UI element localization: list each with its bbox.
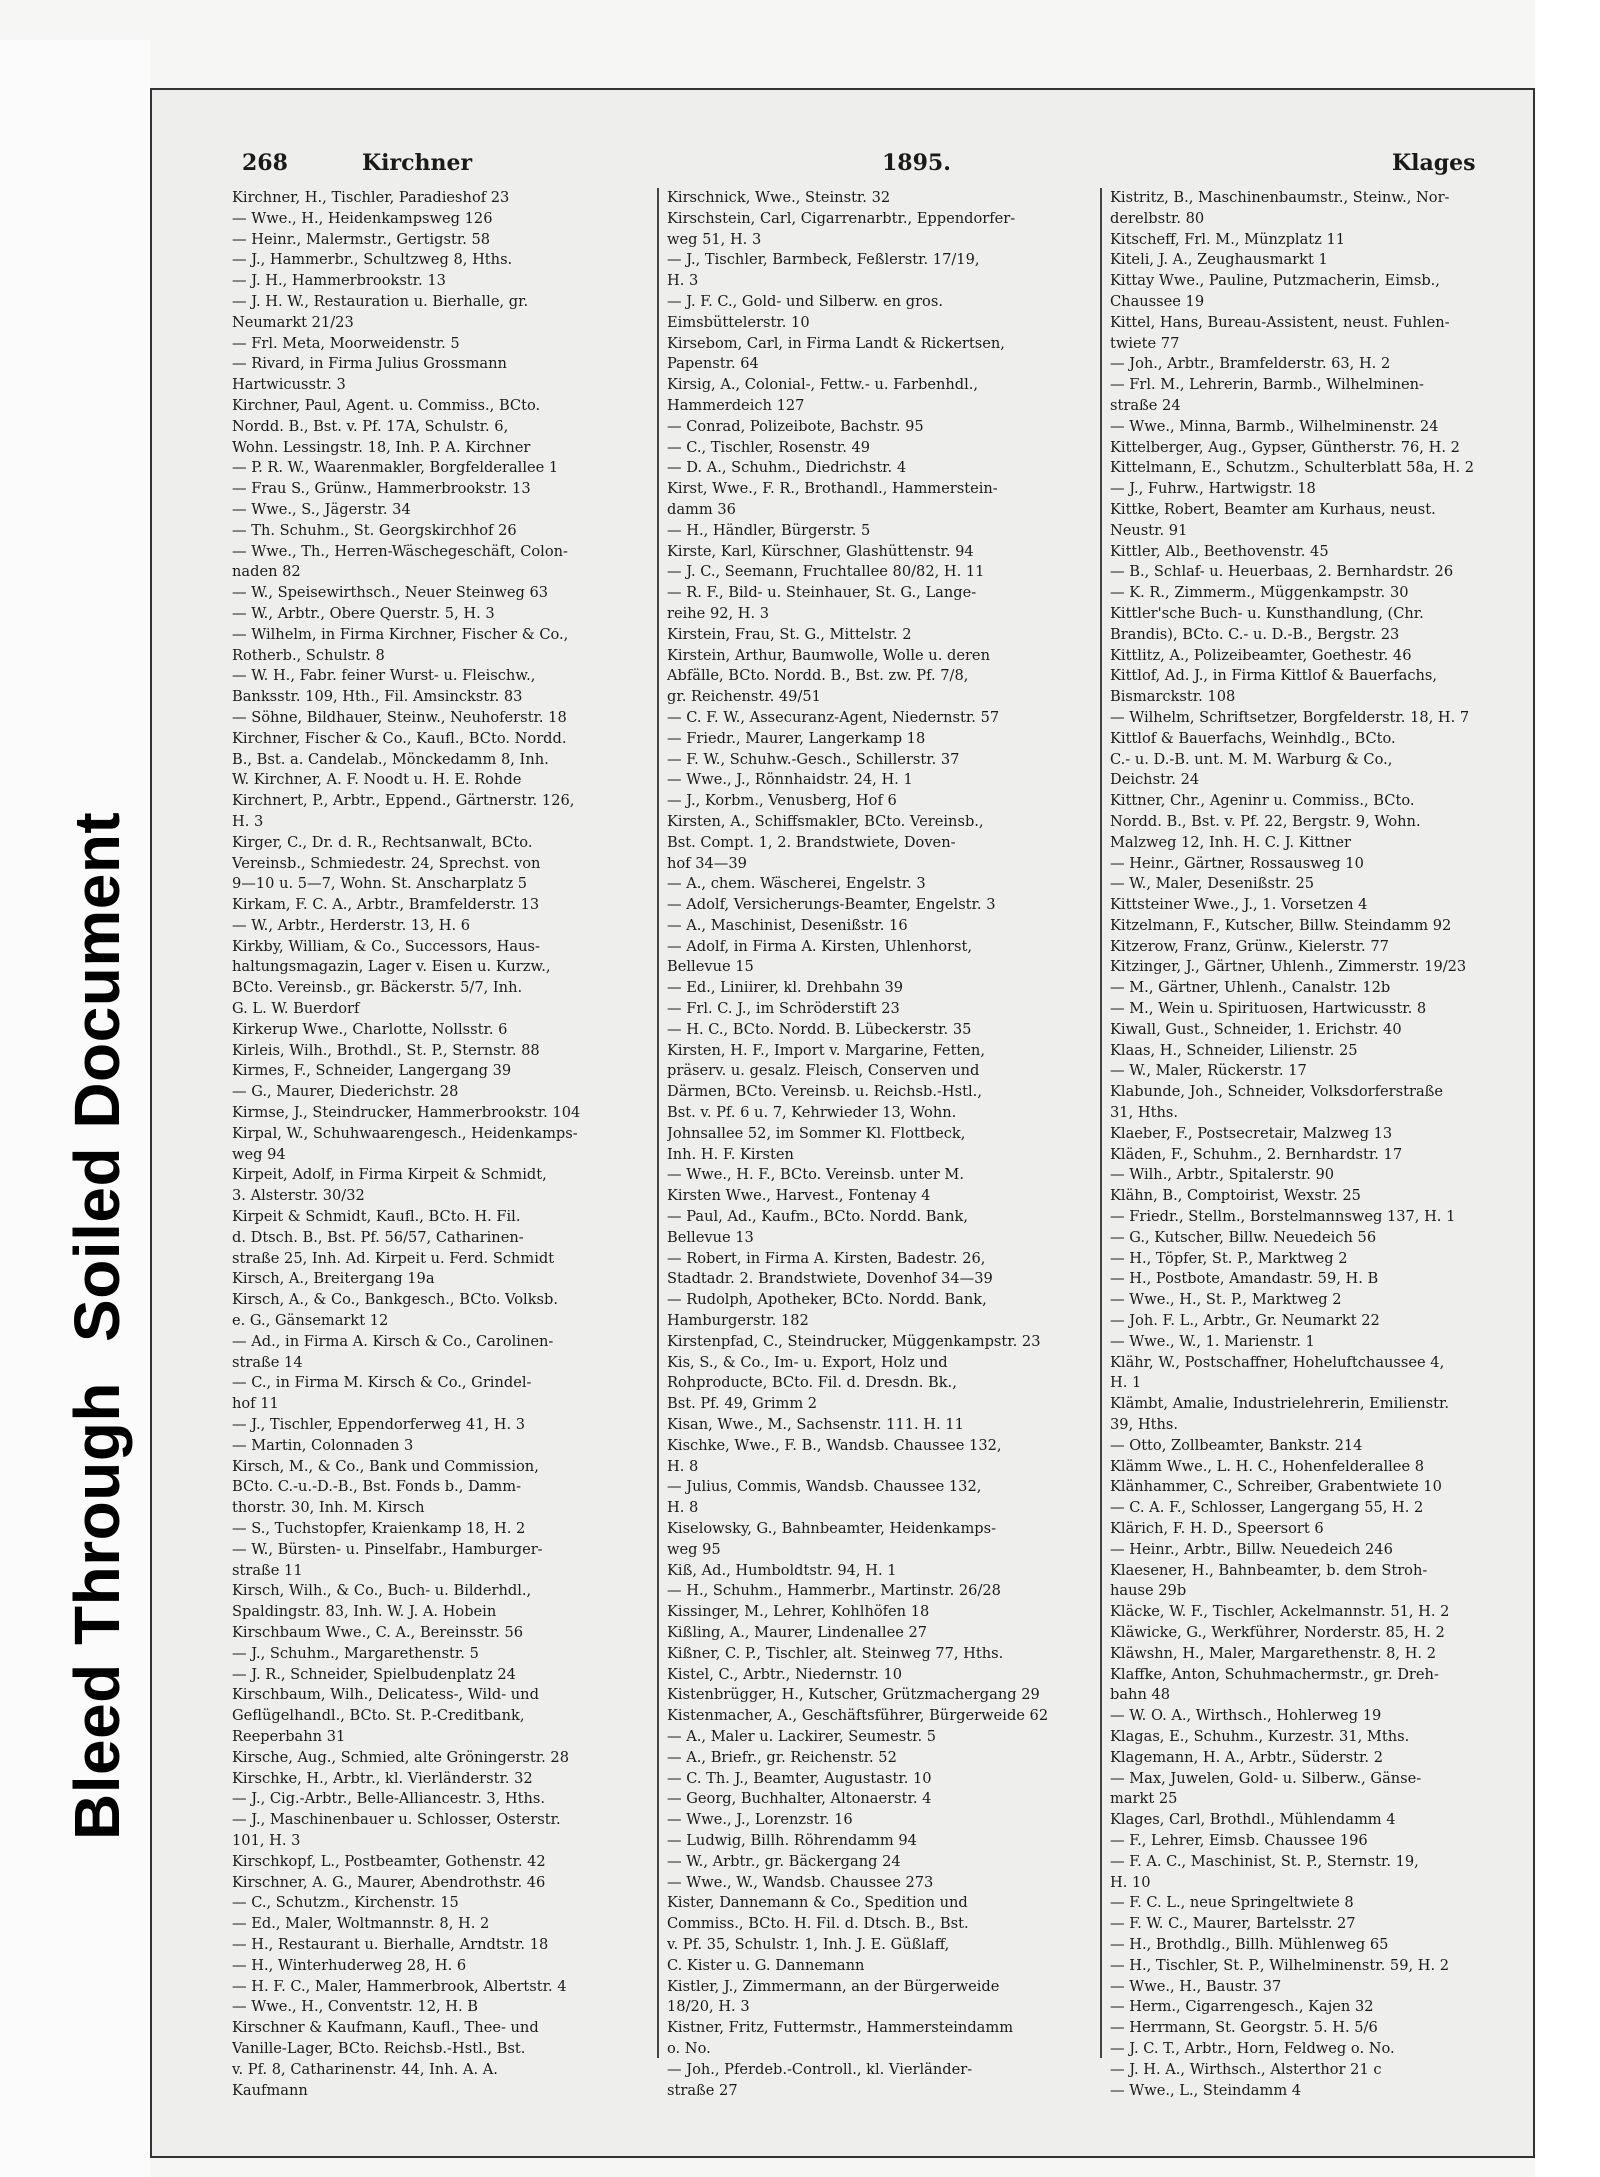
entry-line: 3. Alsterstr. 30/32 <box>232 1187 365 1205</box>
entry-line: — Heinr., Gärtner, Rossausweg 10 <box>1110 854 1364 872</box>
page-number: 268 <box>242 150 288 176</box>
entry-line: — Rivard, in Firma Julius Grossmann <box>232 355 507 373</box>
entry-line: bahn 48 <box>1110 1686 1171 1704</box>
entry-line: — A., Briefr., gr. Reichenstr. 52 <box>667 1748 897 1766</box>
entry-line: 31, Hths. <box>1110 1104 1178 1122</box>
entry-line: hause 29b <box>1110 1582 1187 1600</box>
column-left <box>232 188 647 2138</box>
entry-line: — Wwe., H. F., BCto. Vereinsb. unter M. <box>667 1166 965 1184</box>
entry-line: Kistenmacher, A., Geschäftsführer, Bürgerweide 62 <box>667 1707 1049 1725</box>
entry-line: Kirsch, A., Breitergang 19a <box>232 1270 435 1288</box>
entry-line: — P. R. W., Waarenmakler, Borgfelderallee 1 <box>232 459 559 477</box>
entry-line: — Wwe., W., Wandsb. Chaussee 273 <box>667 1873 934 1891</box>
entry-line: — Julius, Commis, Wandsb. Chaussee 132, <box>667 1478 982 1496</box>
entry-line: derelbstr. 80 <box>1110 209 1205 227</box>
entry-line: Kirpeit & Schmidt, Kaufl., BCto. H. Fil. <box>232 1208 521 1226</box>
entry-line: — H., Händler, Bürgerstr. 5 <box>667 521 871 539</box>
entry-line: Kirsche, Aug., Schmied, alte Gröningerstr. 28 <box>232 1748 569 1766</box>
entry-line: — Wwe., S., Jägerstr. 34 <box>232 500 411 518</box>
entry-line: Kirsch, Wilh., & Co., Buch- u. Bilderhdl., <box>232 1582 532 1600</box>
column-rule <box>657 188 659 2058</box>
entry-line: H. 8 <box>667 1499 699 1517</box>
entry-line: — Heinr., Malermstr., Gertigstr. 58 <box>232 230 491 248</box>
entry-line: — Söhne, Bildhauer, Steinw., Neuhoferstr. 18 <box>232 708 567 726</box>
entry-line: Bellevue 15 <box>667 958 754 976</box>
entry-line: Kitzerow, Franz, Grünw., Kielerstr. 77 <box>1110 937 1389 955</box>
entry-line: Klärich, F. H. D., Speersort 6 <box>1110 1520 1324 1537</box>
entry-line: — J. H., Hammerbrookstr. 13 <box>232 272 446 290</box>
entry-line: — W., Arbtr., gr. Bäckergang 24 <box>667 1852 901 1870</box>
entry-line: — Herrmann, St. Georgstr. 5. H. 5/6 <box>1110 2019 1378 2037</box>
entry-line: — G., Kutscher, Billw. Neuedeich 56 <box>1110 1228 1377 1246</box>
entry-line: naden 82 <box>232 563 301 581</box>
entry-line: — H., Restaurant u. Bierhalle, Arndtstr. 18 <box>232 1935 549 1953</box>
entry-line: markt 25 <box>1110 1790 1178 1808</box>
entry-line: — Wwe., Minna, Barmb., Wilhelminenstr. 24 <box>1110 417 1439 435</box>
entry-line: — Ed., Liniirer, kl. Drehbahn 39 <box>667 979 904 997</box>
right-guide-word: Klages <box>1392 150 1476 176</box>
entry-line: — W. O. A., Wirthsch., Hohlerweg 19 <box>1110 1707 1382 1725</box>
entry-line: — D. A., Schuhm., Diedrichstr. 4 <box>667 459 907 477</box>
entry-line: Kittlof & Bauerfachs, Weinhdlg., BCto. <box>1110 729 1396 747</box>
entry-line: Nordd. B., Bst. v. Pf. 17A, Schulstr. 6, <box>232 417 509 435</box>
entry-line: Kirsig, A., Colonial-, Fettw.- u. Farbenhdl., <box>667 376 979 394</box>
entry-line: — W., Maler, Desenißstr. 25 <box>1110 875 1315 893</box>
entry-line: Klänhammer, C., Schreiber, Grabentwiete 10 <box>1110 1478 1442 1496</box>
entry-line: — Joh., Arbtr., Bramfelderstr. 63, H. 2 <box>1110 355 1391 373</box>
entry-line: Kirchner, Paul, Agent. u. Commiss., BCto. <box>232 396 541 414</box>
entry-line: Kirkam, F. C. A., Arbtr., Bramfelderstr. 13 <box>232 896 540 914</box>
entry-line: Klämbt, Amalie, Industrielehrerin, Emilienstr. <box>1110 1395 1449 1413</box>
entry-line: 39, Hths. <box>1110 1416 1178 1434</box>
entry-line: Kläden, F., Schuhm., 2. Bernhardstr. 17 <box>1110 1145 1403 1163</box>
entry-line: — Wilhelm, Schriftsetzer, Borgfelderstr. 18, H. 7 <box>1110 708 1470 726</box>
entry-line: — H., Winterhuderweg 28, H. 6 <box>232 1956 467 1974</box>
entry-line: — Heinr., Arbtr., Billw. Neuedeich 246 <box>1110 1540 1393 1558</box>
entry-line: Abfälle, BCto. Nordd. B., Bst. zw. Pf. 7/8, <box>667 667 969 685</box>
entry-line: Kirste, Karl, Kürschner, Glashüttenstr. 94 <box>667 542 974 560</box>
entry-line: — H., Brothdlg., Billh. Mühlenweg 65 <box>1110 1935 1389 1953</box>
entry-line: Vanille-Lager, BCto. Reichsb.-Hstl., Bst. <box>232 2039 526 2057</box>
entry-line: — W., Speisewirthsch., Neuer Steinweg 63 <box>232 584 549 602</box>
entry-line: — F. C. L., neue Springeltwiete 8 <box>1110 1894 1354 1912</box>
entry-line: H. 10 <box>1110 1873 1151 1891</box>
entry-line: Kirpeit, Adolf, in Firma Kirpeit & Schmidt, <box>232 1166 547 1184</box>
entry-line: Kister, Dannemann & Co., Spedition und <box>667 1894 968 1912</box>
entry-line: — J., Korbm., Venusberg, Hof 6 <box>667 792 897 810</box>
entry-line: — Adolf, in Firma A. Kirsten, Uhlenhorst, <box>667 937 972 955</box>
entry-line: — J., Tischler, Barmbeck, Feßlerstr. 17/19, <box>667 251 980 269</box>
entry-line: Kißner, C. P., Tischler, alt. Steinweg 77, Hths. <box>667 1644 1004 1662</box>
entry-line: — J. R., Schneider, Spielbudenplatz 24 <box>232 1665 516 1683</box>
entry-line: — F. W. C., Maurer, Bartelsstr. 27 <box>1110 1915 1356 1933</box>
entry-line: Nordd. B., Bst. v. Pf. 22, Bergstr. 9, Wohn. <box>1110 812 1421 830</box>
entry-line: hof 34—39 <box>667 854 747 872</box>
entry-line: Kirmse, J., Steindrucker, Hammerbrookstr. 104 <box>232 1104 581 1122</box>
entry-line: Kitscheff, Frl. M., Münzplatz 11 <box>1110 230 1346 248</box>
entry-line: — Wwe., Th., Herren-Wäschegeschäft, Colon- <box>232 542 568 560</box>
entry-line: C. Kister u. G. Dannemann <box>667 1956 865 1974</box>
entry-line: 18/20, H. 3 <box>667 1998 750 2016</box>
entry-line: Kittlitz, A., Polizeibeamter, Goethestr. 46 <box>1110 646 1412 664</box>
entry-line: — J., Schuhm., Margarethenstr. 5 <box>232 1644 479 1662</box>
entry-line: Kiß, Ad., Humboldtstr. 94, H. 1 <box>667 1561 897 1579</box>
entry-line: damm 36 <box>667 500 736 518</box>
entry-line: — J., Hammerbr., Schultzweg 8, Hths. <box>232 251 513 269</box>
entry-line: Kittelmann, E., Schutzm., Schulterblatt 58a, H. 2 <box>1110 459 1475 477</box>
entry-line: BCto. Vereinsb., gr. Bäckerstr. 5/7, Inh. <box>232 979 523 997</box>
entry-line: Klaesener, H., Bahnbeamter, b. dem Stroh- <box>1110 1561 1428 1579</box>
entry-line: Kißling, A., Maurer, Lindenallee 27 <box>667 1623 928 1641</box>
entry-line: Kirkerup Wwe., Charlotte, Nollsstr. 6 <box>232 1020 508 1038</box>
entry-line: — Paul, Ad., Kaufm., BCto. Nordd. Bank, <box>667 1208 969 1226</box>
entry-line: Spaldingstr. 83, Inh. W. J. A. Hobein <box>232 1603 497 1621</box>
entry-line: — W., Arbtr., Herderstr. 13, H. 6 <box>232 916 471 934</box>
entry-line: Kis, S., & Co., Im- u. Export, Holz und <box>667 1353 948 1371</box>
entry-line: Kissinger, M., Lehrer, Kohlhöfen 18 <box>667 1603 930 1621</box>
entry-line: Kirsch, A., & Co., Bankgesch., BCto. Volksb. <box>232 1291 559 1309</box>
entry-line: — Frau S., Grünw., Hammerbrookstr. 13 <box>232 480 531 498</box>
entry-line: Rotherb., Schulstr. 8 <box>232 646 385 664</box>
directory-page <box>150 88 1535 2158</box>
entry-line: — Max, Juwelen, Gold- u. Silberw., Gänse- <box>1110 1769 1422 1787</box>
entry-line: Kittlof, Ad. J., in Firma Kittlof & Bauerfachs, <box>1110 667 1438 685</box>
entry-line: — Ad., in Firma A. Kirsch & Co., Carolinen- <box>232 1332 554 1350</box>
column-right <box>1110 188 1522 2138</box>
entry-line: weg 94 <box>232 1145 286 1163</box>
entry-line: hof 11 <box>232 1395 279 1413</box>
entry-line: — Herm., Cigarrengesch., Kajen 32 <box>1110 1998 1374 2016</box>
entry-line: — Ludwig, Billh. Röhrendamm 94 <box>667 1831 917 1849</box>
entry-line: Kläcke, W. F., Tischler, Ackelmannstr. 51, H. 2 <box>1110 1603 1450 1621</box>
entry-line: präserv. u. gesalz. Fleisch, Conserven und <box>667 1062 980 1080</box>
entry-line: H. 3 <box>232 812 264 830</box>
entry-line: — Wwe., J., Rönnhaidstr. 24, H. 1 <box>667 771 913 789</box>
entry-line: Klaeber, F., Postsecretair, Malzweg 13 <box>1110 1124 1393 1142</box>
entry-line: — H., Schuhm., Hammerbr., Martinstr. 26/28 <box>667 1582 1001 1600</box>
entry-line: Klabunde, Joh., Schneider, Volksdorferstraße <box>1110 1083 1444 1101</box>
entry-columns <box>232 188 1522 2138</box>
entry-line: Kittay Wwe., Pauline, Putzmacherin, Eimsb., <box>1110 272 1440 290</box>
entry-line: Kirchner, H., Tischler, Paradieshof 23 <box>232 189 510 206</box>
entry-line: — Th. Schuhm., St. Georgskirchhof 26 <box>232 521 517 539</box>
entry-line: — Friedr., Stellm., Borstelmannsweg 137, H. 1 <box>1110 1208 1456 1226</box>
entry-line: — A., Maschinist, Desenißstr. 16 <box>667 916 908 934</box>
entry-line: Papenstr. 64 <box>667 355 759 373</box>
entry-line: Eimsbüttelerstr. 10 <box>667 313 810 331</box>
entry-line: Kittler, Alb., Beethovenstr. 45 <box>1110 542 1329 560</box>
entry-line: Stadtadr. 2. Brandstwiete, Dovenhof 34—39 <box>667 1270 993 1288</box>
entry-line: Kirsch, M., & Co., Bank und Commission, <box>232 1457 539 1475</box>
entry-line: Reeperbahn 31 <box>232 1727 346 1745</box>
entry-line: Kirschbaum Wwe., C. A., Bereinsstr. 56 <box>232 1623 524 1641</box>
entry-line: Kittke, Robert, Beamter am Kurhaus, neust. <box>1110 500 1436 518</box>
entry-line: Hartwicusstr. 3 <box>232 376 346 394</box>
entry-line: Bst. Compt. 1, 2. Brandstwiete, Doven- <box>667 833 956 851</box>
entry-line: — C., Schutzm., Kirchenstr. 15 <box>232 1894 459 1912</box>
entry-line: o. No. <box>667 2039 711 2057</box>
entry-line: — F., Lehrer, Eimsb. Chaussee 196 <box>1110 1831 1368 1849</box>
entry-line: Kirstein, Frau, St. G., Mittelstr. 2 <box>667 625 912 643</box>
entry-line: — Wwe., H., St. P., Marktweg 2 <box>1110 1291 1342 1309</box>
entry-line: Deichstr. 24 <box>1110 771 1200 789</box>
entry-line: — C. A. F., Schlosser, Langergang 55, H. 2 <box>1110 1499 1424 1517</box>
entry-line: — H. F. C., Maler, Hammerbrook, Albertstr. 4 <box>232 1977 567 1995</box>
entry-line: Kittel, Hans, Bureau-Assistent, neust. Fuhlen- <box>1110 313 1450 331</box>
entry-line: — Wwe., L., Steindamm 4 <box>1110 2081 1302 2099</box>
entry-line: Kirleis, Wilh., Brothdl., St. P., Sternstr. 88 <box>232 1041 540 1059</box>
entry-line: Kläwicke, G., Werkführer, Norderstr. 85, H. 2 <box>1110 1623 1445 1641</box>
entry-line: W. Kirchner, A. F. Noodt u. H. E. Rohde <box>232 771 522 789</box>
entry-line: thorstr. 30, Inh. M. Kirsch <box>232 1499 425 1517</box>
entry-line: Neustr. 91 <box>1110 521 1188 539</box>
entry-line: Kirkby, William, & Co., Successors, Haus- <box>232 937 540 955</box>
entry-line: — Frl. M., Lehrerin, Barmb., Wilhelminen- <box>1110 376 1424 394</box>
column-rule <box>1100 188 1102 2058</box>
column-middle <box>667 188 1092 2138</box>
entry-line: — H., Tischler, St. P., Wilhelminenstr. 59, H. 2 <box>1110 1956 1450 1974</box>
entry-line: Kirschke, H., Arbtr., kl. Vierländerstr. 32 <box>232 1769 533 1787</box>
entry-line: — F. W., Schuhw.-Gesch., Schillerstr. 37 <box>667 750 960 768</box>
entry-line: Kirschbaum, Wilh., Delicatess-, Wild- und <box>232 1686 539 1704</box>
entry-line: — J. F. C., Gold- und Silberw. en gros. <box>667 292 943 310</box>
entry-line: — M., Wein u. Spirituosen, Hartwicusstr. 8 <box>1110 1000 1427 1018</box>
entry-line: Kirsten, H. F., Import v. Margarine, Fetten, <box>667 1041 985 1059</box>
entry-line: Kirsten, A., Schiffsmakler, BCto. Vereinsb., <box>667 812 984 830</box>
entry-line: Klaas, H., Schneider, Lilienstr. 25 <box>1110 1041 1358 1059</box>
entry-line: Chaussee 19 <box>1110 292 1205 310</box>
entry-line: — W., Arbtr., Obere Querstr. 5, H. 3 <box>232 604 495 622</box>
entry-line: weg 51, H. 3 <box>667 230 762 248</box>
entry-line: — F. A. C., Maschinist, St. P., Sternstr. 19, <box>1110 1852 1419 1870</box>
document-condition-label <box>60 772 134 1840</box>
entry-line: d. Dtsch. B., Bst. Pf. 56/57, Catharinen- <box>232 1228 524 1246</box>
entry-line: Kiselowsky, G., Bahnbeamter, Heidenkamps- <box>667 1520 997 1537</box>
entry-line: Klages, Carl, Brothdl., Mühlendamm 4 <box>1110 1811 1396 1829</box>
entry-line: — J. H. W., Restauration u. Bierhalle, gr. <box>232 292 529 310</box>
entry-line: Vereinsb., Schmiedestr. 24, Sprechst. von <box>232 854 541 872</box>
entry-line: — J., Maschinenbauer u. Schlosser, Osterstr. <box>232 1811 561 1829</box>
entry-line: — Wwe., W., 1. Marienstr. 1 <box>1110 1332 1315 1350</box>
entry-line: Bellevue 13 <box>667 1228 754 1246</box>
entry-line: Kirpal, W., Schuhwaarengesch., Heidenkamps- <box>232 1124 578 1142</box>
entry-line: Kistner, Fritz, Futtermstr., Hammersteindamm <box>667 2019 1014 2037</box>
entry-line: Kittsteiner Wwe., J., 1. Vorsetzen 4 <box>1110 896 1368 914</box>
entry-line: Kistel, C., Arbtr., Niedernstr. 10 <box>667 1665 903 1683</box>
entry-line: straße 11 <box>232 1561 303 1579</box>
entry-line: — Wilhelm, in Firma Kirchner, Fischer & Co., <box>232 625 569 643</box>
entry-line: Kittner, Chr., Ageninr u. Commiss., BCto. <box>1110 792 1415 810</box>
entry-line: — J., Cig.-Arbtr., Belle-Alliancestr. 3, Hths. <box>232 1790 546 1808</box>
entry-line: v. Pf. 35, Schulstr. 1, Inh. J. E. Güßlaff, <box>667 1935 950 1953</box>
entry-line: 101, H. 3 <box>232 1831 301 1849</box>
entry-line: Därmen, BCto. Vereinsb. u. Reichsb.-Hstl., <box>667 1083 982 1101</box>
entry-line: Kirschner & Kaufmann, Kaufl., Thee- und <box>232 2019 539 2037</box>
entry-line: Kirger, C., Dr. d. R., Rechtsanwalt, BCto. <box>232 833 533 851</box>
entry-line: — Otto, Zollbeamter, Bankstr. 214 <box>1110 1436 1363 1454</box>
entry-line: — J. C., Seemann, Fruchtallee 80/82, H. 11 <box>667 563 985 581</box>
left-guide-word: Kirchner <box>362 150 473 176</box>
entry-line: Kittler'sche Buch- u. Kunsthandlung, (Chr. <box>1110 604 1424 622</box>
entry-line: Klagas, E., Schuhm., Kurzestr. 31, Mths. <box>1110 1727 1410 1745</box>
entry-line: haltungsmagazin, Lager v. Eisen u. Kurzw., <box>232 958 551 976</box>
entry-line: Klaffke, Anton, Schuhmachermstr., gr. Dreh- <box>1110 1665 1439 1683</box>
entry-line: — Wilh., Arbtr., Spitalerstr. 90 <box>1110 1166 1335 1184</box>
entry-line: v. Pf. 8, Catharinenstr. 44, Inh. A. A. <box>232 2060 498 2078</box>
entry-line: H. 3 <box>667 272 699 290</box>
entry-line: Bst. v. Pf. 6 u. 7, Kehrwieder 13, Wohn. <box>667 1104 957 1122</box>
entry-line: Wohn. Lessingstr. 18, Inh. P. A. Kirchner <box>232 438 531 456</box>
entry-line: BCto. C.-u.-D.-B., Bst. Fonds b., Damm- <box>232 1478 522 1496</box>
entry-line: — H., Töpfer, St. P., Marktweg 2 <box>1110 1249 1348 1267</box>
entry-line: Kirchnert, P., Arbtr., Eppend., Gärtnerstr. 126, <box>232 792 575 810</box>
entry-line: Kitzelmann, F., Kutscher, Billw. Steindamm 92 <box>1110 916 1452 934</box>
right-page-edge <box>1535 0 1600 2177</box>
entry-line: Inh. H. F. Kirsten <box>667 1145 794 1163</box>
entry-line: — Ed., Maler, Woltmannstr. 8, H. 2 <box>232 1915 490 1933</box>
entry-line: — A., Maler u. Lackirer, Seumestr. 5 <box>667 1727 937 1745</box>
entry-line: — Adolf, Versicherungs-Beamter, Engelstr. 3 <box>667 896 996 914</box>
entry-line: 9—10 u. 5—7, Wohn. St. Anscharplatz 5 <box>232 875 528 893</box>
entry-line: — Joh., Pferdeb.-Controll., kl. Vierländer- <box>667 2060 973 2078</box>
entry-line: Kirstein, Arthur, Baumwolle, Wolle u. deren <box>667 646 990 664</box>
entry-line: — J., Tischler, Eppendorferweg 41, H. 3 <box>232 1416 526 1434</box>
entry-line: — A., chem. Wäscherei, Engelstr. 3 <box>667 875 926 893</box>
entry-line: Klähn, B., Comptoirist, Wexstr. 25 <box>1110 1187 1361 1205</box>
entry-line: Bst. Pf. 49, Grimm 2 <box>667 1395 818 1413</box>
entry-line: Kirstenpfad, C., Steindrucker, Müggenkampstr. 23 <box>667 1332 1041 1350</box>
entry-line: Hamburgerstr. 182 <box>667 1312 809 1330</box>
entry-line: Banksstr. 109, Hth., Fil. Amsinckstr. 83 <box>232 688 523 706</box>
entry-line: straße 24 <box>1110 396 1181 414</box>
entry-line: Commiss., BCto. H. Fil. d. Dtsch. B., Bst. <box>667 1915 969 1933</box>
entry-line: G. L. W. Buerdorf <box>232 1000 360 1018</box>
entry-line: — G., Maurer, Diederichstr. 28 <box>232 1083 459 1101</box>
entry-line: H. 1 <box>1110 1374 1142 1392</box>
entry-line: Kirmes, F., Schneider, Langergang 39 <box>232 1062 512 1080</box>
entry-line: Rohproducte, BCto. Fil. d. Dresdn. Bk., <box>667 1374 957 1392</box>
entry-line: — M., Gärtner, Uhlenh., Canalstr. 12b <box>1110 979 1391 997</box>
entry-line: Kirchner, Fischer & Co., Kaufl., BCto. Nordd. <box>232 729 567 747</box>
entry-line: — J. H. A., Wirthsch., Alsterthor 21 c <box>1110 2060 1382 2078</box>
entry-line: straße 25, Inh. Ad. Kirpeit u. Ferd. Schmidt <box>232 1249 555 1267</box>
entry-line: Klähr, W., Postschaffner, Hoheluftchaussee 4, <box>1110 1353 1445 1371</box>
entry-line: Kaufmann <box>232 2081 308 2099</box>
entry-line: weg 95 <box>667 1540 721 1558</box>
entry-line: Brandis), BCto. C.- u. D.-B., Bergstr. 23 <box>1110 625 1400 643</box>
entry-line: Kittelberger, Aug., Gypser, Güntherstr. 76, H. 2 <box>1110 438 1460 456</box>
entry-line: Hammerdeich 127 <box>667 396 805 414</box>
entry-line: Kläwshn, H., Maler, Margarethenstr. 8, H. 2 <box>1110 1644 1436 1662</box>
bleed-through-label: Bleed Through <box>61 1381 133 1840</box>
entry-line: — H. C., BCto. Nordd. B. Lübeckerstr. 35 <box>667 1020 972 1038</box>
entry-line: — W., Bürsten- u. Pinselfabr., Hamburger- <box>232 1540 543 1558</box>
entry-line: — Martin, Colonnaden 3 <box>232 1436 414 1454</box>
entry-line: Kisan, Wwe., M., Sachsenstr. 111. H. 11 <box>667 1416 964 1434</box>
entry-line: — K. R., Zimmerm., Müggenkampstr. 30 <box>1110 584 1409 602</box>
entry-line: Kischke, Wwe., F. B., Wandsb. Chaussee 132, <box>667 1436 1002 1454</box>
entry-line: Kirsebom, Carl, in Firma Landt & Rickertsen, <box>667 334 1005 352</box>
entry-line: Kirschner, A. G., Maurer, Abendrothstr. 46 <box>232 1873 546 1891</box>
entry-line: — R. F., Bild- u. Steinhauer, St. G., Lange- <box>667 584 977 602</box>
entry-line: — S., Tuchstopfer, Kraienkamp 18, H. 2 <box>232 1520 526 1537</box>
entry-line: — Conrad, Polizeibote, Bachstr. 95 <box>667 417 924 435</box>
entry-line: twiete 77 <box>1110 334 1180 352</box>
entry-line: — J., Fuhrw., Hartwigstr. 18 <box>1110 480 1316 498</box>
entry-line: e. G., Gänsemarkt 12 <box>232 1312 389 1330</box>
entry-line: Klämm Wwe., L. H. C., Hohenfelderallee 8 <box>1110 1457 1425 1475</box>
entry-line: — Wwe., J., Lorenzstr. 16 <box>667 1811 853 1829</box>
entry-line: Kirsten Wwe., Harvest., Fontenay 4 <box>667 1187 931 1205</box>
entry-line: Kiteli, J. A., Zeughausmarkt 1 <box>1110 251 1328 269</box>
entry-line: — W., Maler, Rückerstr. 17 <box>1110 1062 1307 1080</box>
entry-line: B., Bst. a. Candelab., Mönckedamm 8, Inh. <box>232 750 549 768</box>
soiled-document-label: Soiled Document <box>61 811 133 1342</box>
entry-line: — J. C. T., Arbtr., Horn, Feldweg o. No. <box>1110 2039 1395 2057</box>
entry-line: — C., in Firma M. Kirsch & Co., Grindel- <box>232 1374 532 1392</box>
entry-line: — Frl. Meta, Moorweidenstr. 5 <box>232 334 460 352</box>
entry-line: Kistritz, B., Maschinenbaumstr., Steinw., Nor- <box>1110 189 1450 206</box>
year-heading: 1895. <box>882 150 951 176</box>
running-header <box>242 150 1512 190</box>
entry-line: Klagemann, H. A., Arbtr., Süderstr. 2 <box>1110 1748 1383 1766</box>
entry-line: Kitzinger, J., Gärtner, Uhlenh., Zimmerstr. 19/23 <box>1110 958 1467 976</box>
entry-line: Kiwall, Gust., Schneider, 1. Erichstr. 40 <box>1110 1020 1402 1038</box>
entry-line: — Georg, Buchhalter, Altonaerstr. 4 <box>667 1790 932 1808</box>
entry-line: — C. F. W., Assecuranz-Agent, Niedernstr. 57 <box>667 708 1000 726</box>
entry-line: Kirst, Wwe., F. R., Brothandl., Hammerstein- <box>667 480 998 498</box>
entry-line: — Wwe., H., Conventstr. 12, H. B <box>232 1998 478 2016</box>
entry-line: straße 27 <box>667 2081 738 2099</box>
entry-line: C.- u. D.-B. unt. M. M. Warburg & Co., <box>1110 750 1393 768</box>
entry-line: — Friedr., Maurer, Langerkamp 18 <box>667 729 926 747</box>
entry-line: — H., Postbote, Amandastr. 59, H. B <box>1110 1270 1379 1288</box>
entry-line: H. 8 <box>667 1457 699 1475</box>
entry-line: Malzweg 12, Inh. H. C. J. Kittner <box>1110 833 1352 851</box>
entry-line: — Wwe., H., Baustr. 37 <box>1110 1977 1282 1995</box>
entry-line: — Robert, in Firma A. Kirsten, Badestr. 26, <box>667 1249 986 1267</box>
entry-line: Kirschkopf, L., Postbeamter, Gothenstr. 42 <box>232 1852 546 1870</box>
entry-line: Geflügelhandl., BCto. St. P.-Creditbank, <box>232 1707 525 1725</box>
entry-line: reihe 92, H. 3 <box>667 604 770 622</box>
entry-line: — Frl. C. J., im Schröderstift 23 <box>667 1000 900 1018</box>
entry-line: — W. H., Fabr. feiner Wurst- u. Fleischw., <box>232 667 536 685</box>
entry-line: Kirschstein, Carl, Cigarrenarbtr., Eppendorfer- <box>667 209 1016 227</box>
entry-line: — C., Tischler, Rosenstr. 49 <box>667 438 871 456</box>
entry-line: Kistler, J., Zimmermann, an der Bürgerweide <box>667 1977 1000 1995</box>
entry-line: — C. Th. J., Beamter, Augustastr. 10 <box>667 1769 932 1787</box>
entry-line: Bismarckstr. 108 <box>1110 688 1236 706</box>
entry-line: — Joh. F. L., Arbtr., Gr. Neumarkt 22 <box>1110 1312 1380 1330</box>
entry-line: Kirschnick, Wwe., Steinstr. 32 <box>667 189 891 206</box>
entry-line: Johnsallee 52, im Sommer Kl. Flottbeck, <box>667 1124 966 1142</box>
entry-line: — Rudolph, Apotheker, BCto. Nordd. Bank, <box>667 1291 987 1309</box>
entry-line: — B., Schlaf- u. Heuerbaas, 2. Bernhardstr. 26 <box>1110 563 1454 581</box>
entry-line: Kistenbrügger, H., Kutscher, Grützmachergang 29 <box>667 1686 1040 1704</box>
entry-line: Neumarkt 21/23 <box>232 313 354 331</box>
entry-line: straße 14 <box>232 1353 303 1371</box>
entry-line: gr. Reichenstr. 49/51 <box>667 688 821 706</box>
entry-line: — Wwe., H., Heidenkampsweg 126 <box>232 209 493 227</box>
